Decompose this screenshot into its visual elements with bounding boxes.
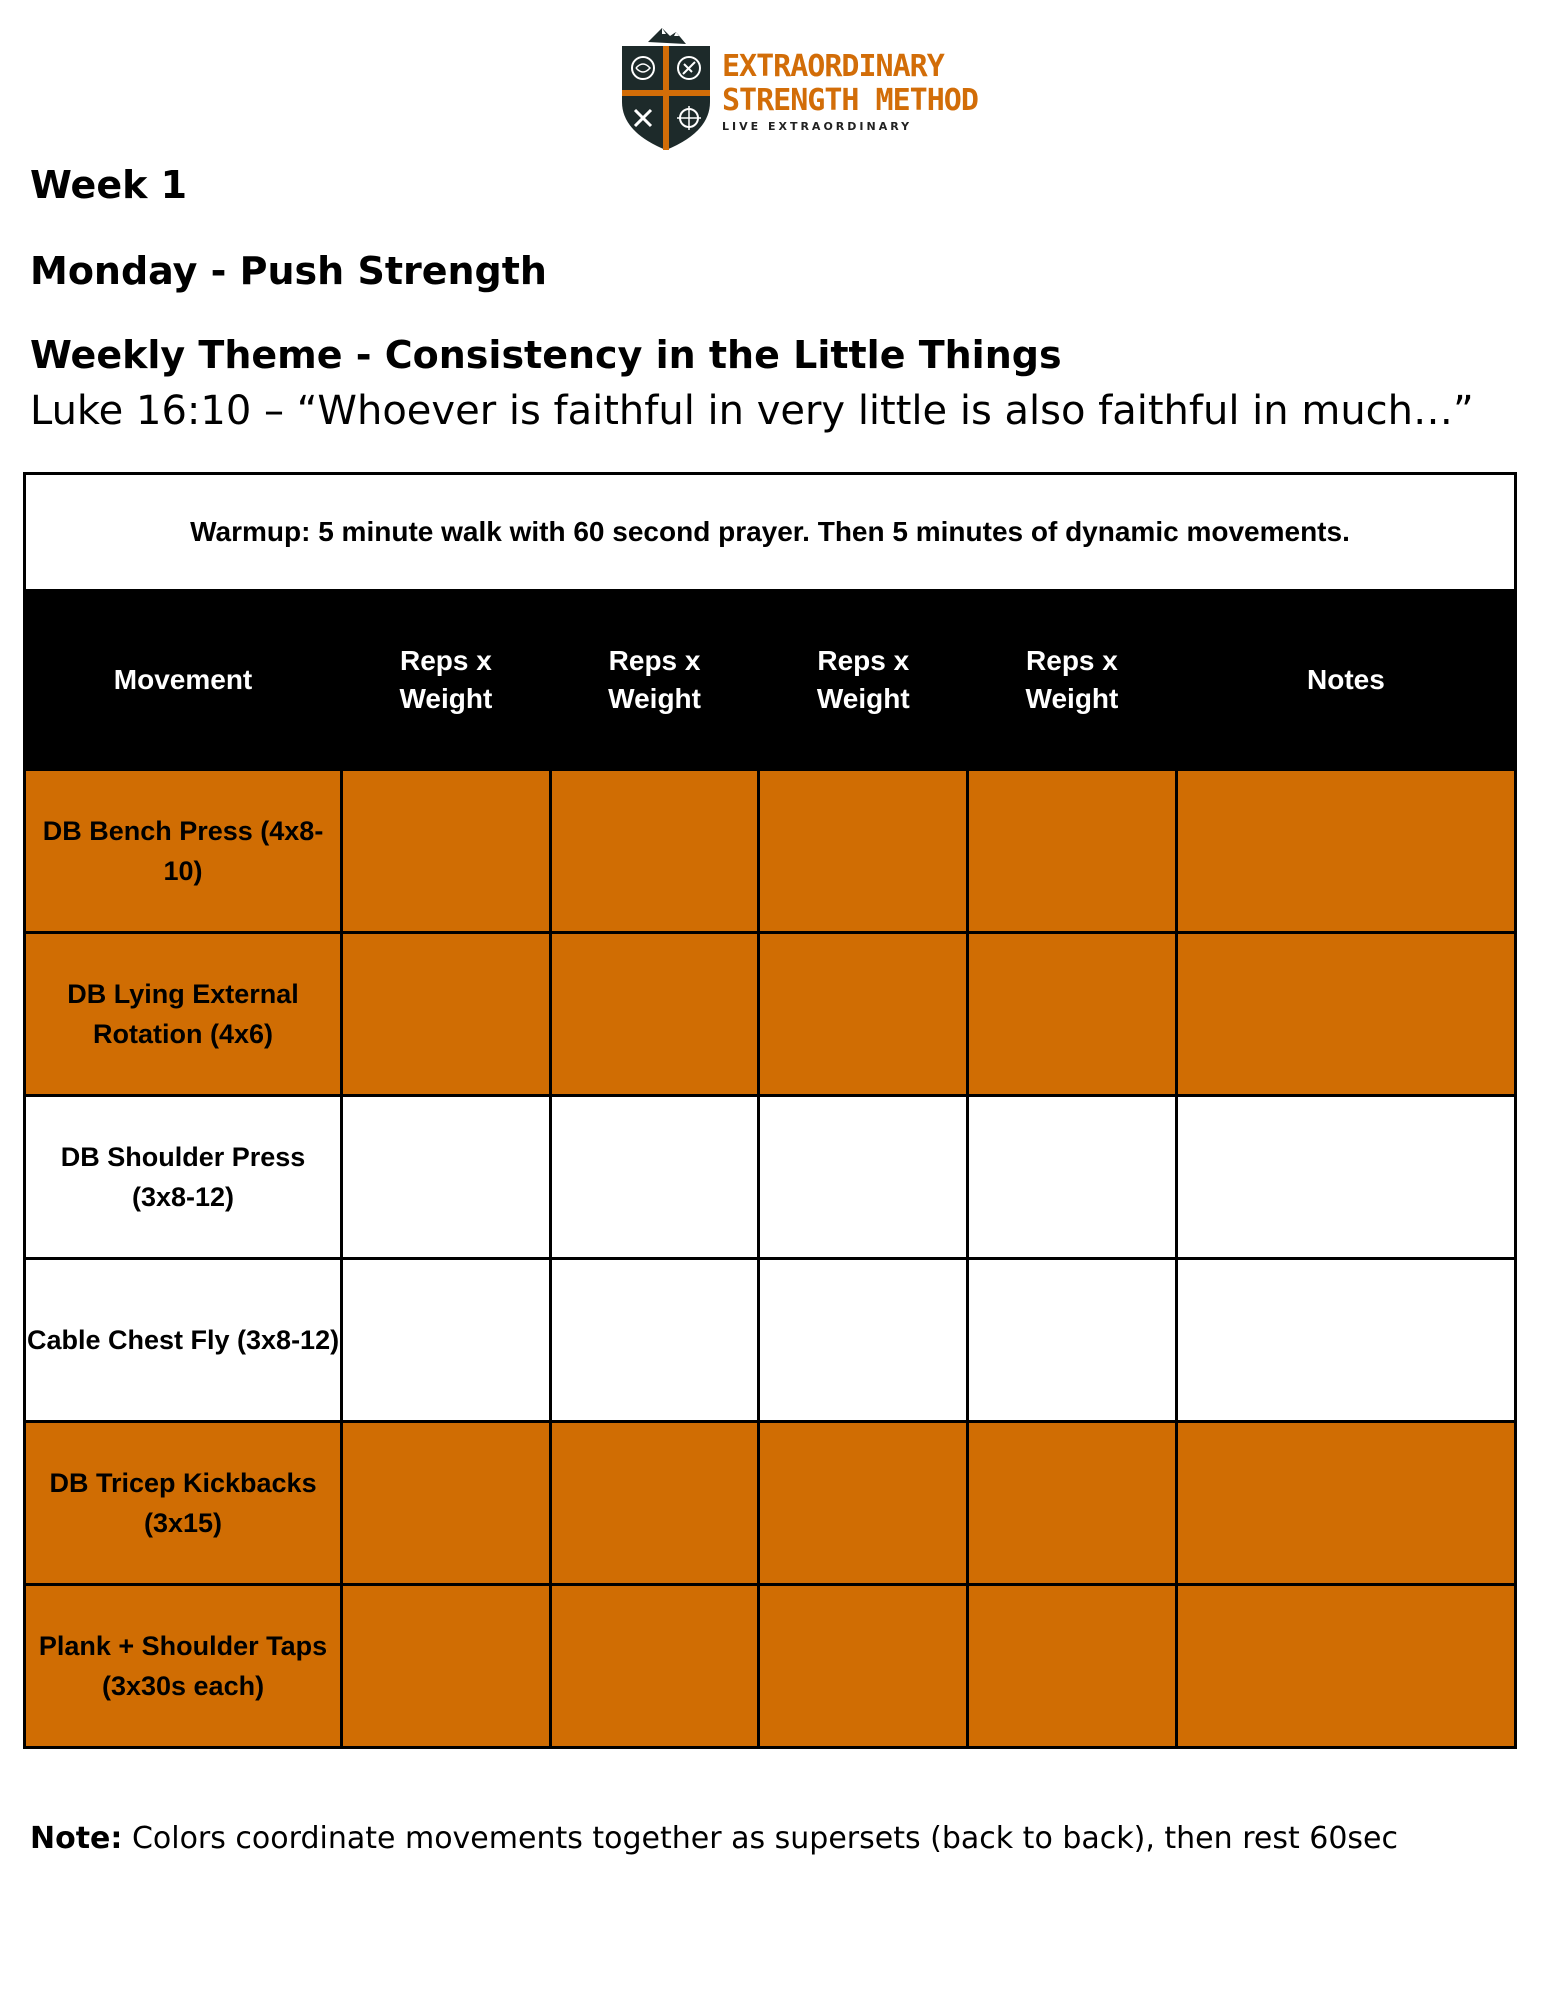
logo-tagline: LIVE EXTRAORDINARY — [722, 120, 913, 133]
logo-line-2: STRENGTH METHOD — [722, 83, 978, 118]
reps-weight-cell[interactable] — [968, 1585, 1177, 1748]
column-header-reps-weight-3 — [759, 591, 968, 770]
table-row — [25, 1422, 1516, 1585]
table-row — [25, 1096, 1516, 1259]
superset-note — [30, 1821, 1398, 1857]
notes-cell[interactable] — [1176, 1096, 1515, 1259]
shield-logo-icon — [618, 24, 714, 154]
reps-weight-cell[interactable] — [759, 1096, 968, 1259]
notes-cell[interactable] — [1176, 770, 1515, 933]
reps-weight-cell[interactable] — [342, 1096, 551, 1259]
column-header-label: Reps x Weight — [816, 645, 910, 714]
day-heading: Monday - Push Strength — [30, 249, 547, 293]
column-header-reps-weight-2 — [550, 591, 759, 770]
table-row — [25, 1259, 1516, 1422]
column-header-movement: Movement — [25, 591, 342, 770]
column-header-label: Reps x Weight — [1025, 645, 1119, 714]
theme-heading: Weekly Theme - Consistency in the Little Things — [30, 333, 1062, 377]
column-header-notes: Notes — [1176, 591, 1515, 770]
reps-weight-cell[interactable] — [550, 1096, 759, 1259]
reps-weight-cell[interactable] — [550, 770, 759, 933]
notes-cell[interactable] — [1176, 1422, 1515, 1585]
warmup-row — [25, 474, 1516, 591]
week-heading: Week 1 — [30, 163, 188, 207]
reps-weight-cell[interactable] — [342, 933, 551, 1096]
reps-weight-cell[interactable] — [968, 1096, 1177, 1259]
reps-weight-cell[interactable] — [759, 933, 968, 1096]
reps-weight-cell[interactable] — [342, 1259, 551, 1422]
table-row — [25, 1585, 1516, 1748]
reps-weight-cell[interactable] — [968, 933, 1177, 1096]
table-header-row — [25, 591, 1516, 770]
column-header-reps-weight-4 — [968, 591, 1177, 770]
brand-logo — [618, 24, 978, 154]
logo-line-1: EXTRAORDINARY — [722, 49, 944, 84]
reps-weight-cell[interactable] — [342, 770, 551, 933]
reps-weight-cell[interactable] — [968, 770, 1177, 933]
movement-cell: Plank + Shoulder Taps (3x30s each) — [25, 1585, 342, 1748]
reps-weight-cell[interactable] — [342, 1585, 551, 1748]
movement-cell: DB Bench Press (4x8-10) — [25, 770, 342, 933]
workout-table — [23, 472, 1517, 1749]
note-label: Note: — [30, 1821, 123, 1856]
table-row — [25, 933, 1516, 1096]
reps-weight-cell[interactable] — [759, 770, 968, 933]
table-row — [25, 770, 1516, 933]
column-header-label: Reps x Weight — [399, 645, 493, 714]
movement-cell: DB Shoulder Press (3x8-12) — [25, 1096, 342, 1259]
column-header-label: Reps x Weight — [608, 645, 701, 714]
note-text: Colors coordinate movements together as supersets (back to back), then rest 60sec — [122, 1821, 1399, 1856]
movement-cell: DB Lying External Rotation (4x6) — [25, 933, 342, 1096]
notes-cell[interactable] — [1176, 933, 1515, 1096]
warmup-text: Warmup: 5 minute walk with 60 second prayer. Then 5 minutes of dynamic movements. — [25, 474, 1516, 591]
reps-weight-cell[interactable] — [759, 1422, 968, 1585]
reps-weight-cell[interactable] — [759, 1585, 968, 1748]
reps-weight-cell[interactable] — [550, 1259, 759, 1422]
verse-text: Luke 16:10 – “Whoever is faithful in very little is also faithful in much…” — [30, 388, 1474, 434]
logo-wordmark — [722, 50, 978, 133]
notes-cell[interactable] — [1176, 1585, 1515, 1748]
movement-cell: DB Tricep Kickbacks (3x15) — [25, 1422, 342, 1585]
reps-weight-cell[interactable] — [968, 1422, 1177, 1585]
reps-weight-cell[interactable] — [550, 1585, 759, 1748]
reps-weight-cell[interactable] — [550, 933, 759, 1096]
reps-weight-cell[interactable] — [550, 1422, 759, 1585]
column-header-reps-weight-1 — [342, 591, 551, 770]
movement-cell: Cable Chest Fly (3x8-12) — [25, 1259, 342, 1422]
reps-weight-cell[interactable] — [342, 1422, 551, 1585]
reps-weight-cell[interactable] — [759, 1259, 968, 1422]
reps-weight-cell[interactable] — [968, 1259, 1177, 1422]
notes-cell[interactable] — [1176, 1259, 1515, 1422]
